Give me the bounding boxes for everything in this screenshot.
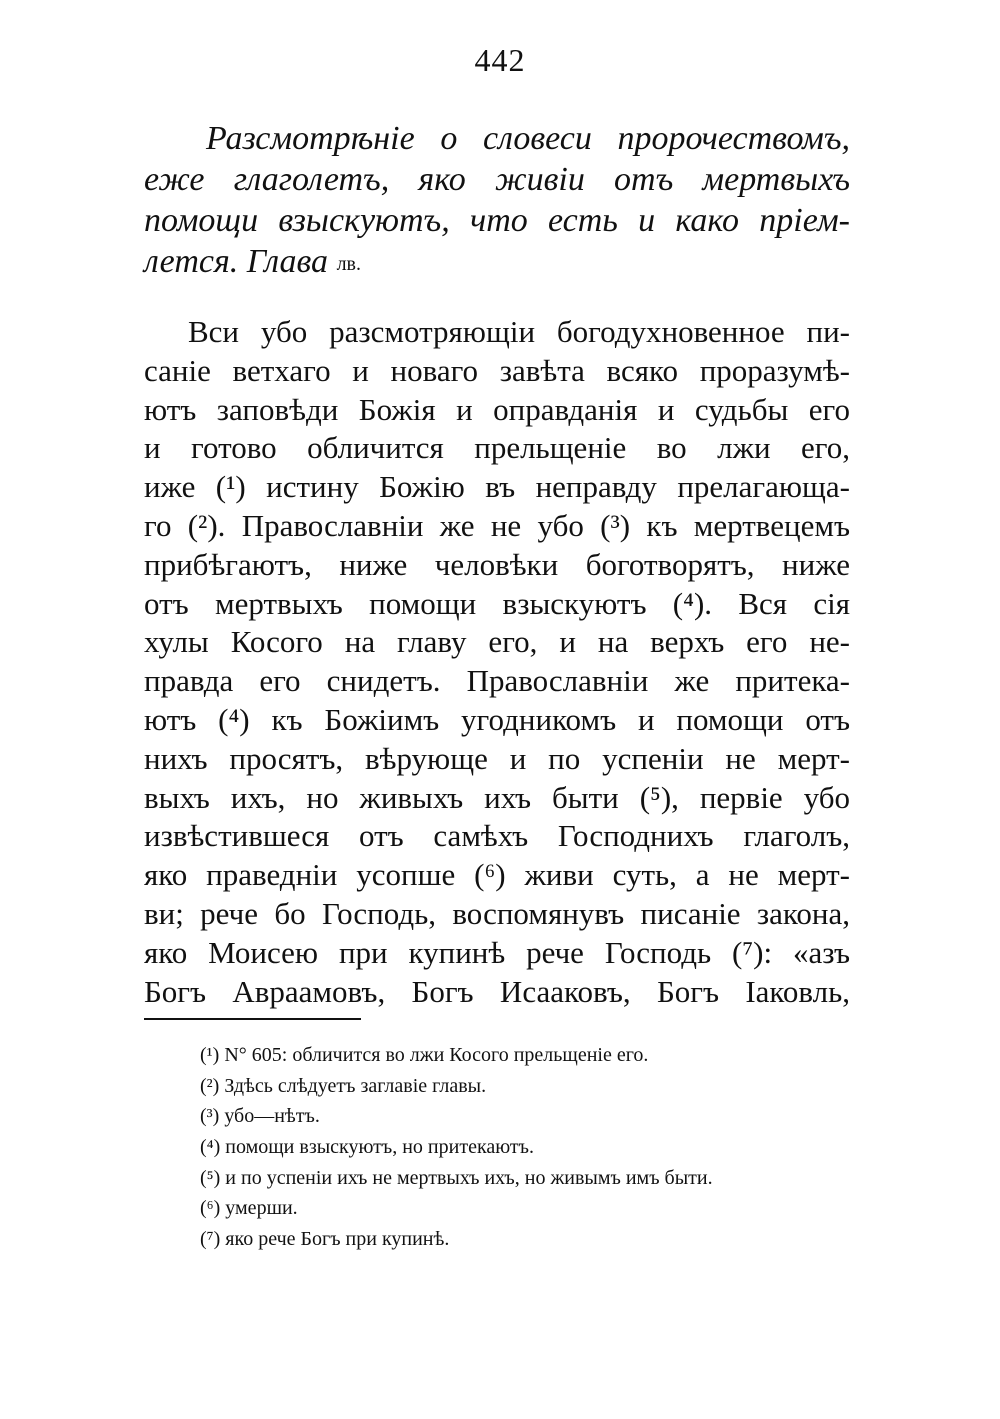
body-line: го (²). Православніи же не убо (³) къ мертвецемъ: [144, 507, 850, 543]
chapter-heading: [144, 118, 850, 282]
footnote: (⁴) помощи взыскуютъ, но притекаютъ.: [200, 1136, 535, 1159]
body-line: прибѣгаютъ, ниже человѣки боготворятъ, ниже: [144, 546, 850, 582]
body-line: Вси убо разсмотряющіи богодухновенное пи-: [188, 314, 850, 349]
body-line: ви; рече бо Господь, воспомянувъ писаніе закона,: [144, 895, 850, 931]
body-text: [144, 313, 850, 1011]
heading-line-text: лется. Глава: [144, 243, 329, 280]
heading-line: еже глаголетъ, яко живіи отъ мертвыхъ: [144, 161, 850, 198]
chapter-numeral: лв.: [336, 253, 361, 275]
body-line: выхъ ихъ, но живыхъ ихъ быти (⁵), первіе убо: [144, 779, 850, 815]
footnotes: [200, 1040, 860, 1255]
footnote-divider: [144, 1018, 361, 1020]
body-line: правда его снидетъ. Православніи же притека-: [144, 663, 850, 699]
page-number: 442: [474, 42, 526, 78]
body-line: хулы Косого на главу его, и на верхъ его не-: [144, 624, 850, 660]
footnote: (⁷) яко рече Богъ при купинѣ.: [200, 1228, 450, 1251]
body-line: Богъ Авраамовъ, Богъ Исааковъ, Богъ Іаковль,: [144, 973, 850, 1009]
body-line: ютъ (⁴) къ Божіимъ угодникомъ и помощи отъ: [144, 701, 850, 737]
footnote: (¹) N° 605: обличится во лжи Косого прельщеніе его.: [200, 1044, 649, 1066]
footnote: (²) Здѣсь слѣдуетъ заглавіе главы.: [200, 1074, 487, 1097]
body-line: яко Моисею при купинѣ рече Господь (⁷): «азъ: [144, 934, 850, 970]
footnote: (⁵) и по успеніи ихъ не мертвыхъ ихъ, но живымъ имъ быти.: [200, 1166, 713, 1189]
body-line: иже (¹) истину Божію въ неправду прелагающа-: [144, 469, 850, 505]
body-line: ютъ заповѣди Божія и оправданія и судьбы его: [144, 391, 850, 427]
body-line: яко праведніи усопше (⁶) живи суть, а не мерт-: [144, 857, 850, 893]
heading-line: помощи взыскуютъ, что есть и како пріем-: [144, 202, 850, 239]
body-line: нихъ просятъ, вѣрующе и по успеніи не мерт-: [144, 740, 850, 776]
heading-line: [144, 241, 850, 282]
footnote: (⁶) умерши.: [200, 1197, 298, 1220]
body-line: отъ мертвыхъ помощи взыскуютъ (⁴). Вся сія: [144, 585, 850, 621]
body-line: извѣстившеся отъ самѣхъ Господнихъ глаголъ,: [144, 818, 850, 854]
body-line: и готово обличится прельщеніе во лжи его,: [144, 430, 850, 466]
heading-line: Разсмотрѣніе о словеси пророчествомъ,: [206, 120, 850, 157]
footnote: (³) убо—нѣтъ.: [200, 1105, 320, 1128]
body-line: саніе ветхаго и новаго завѣта всяко проразумѣ-: [144, 352, 850, 388]
